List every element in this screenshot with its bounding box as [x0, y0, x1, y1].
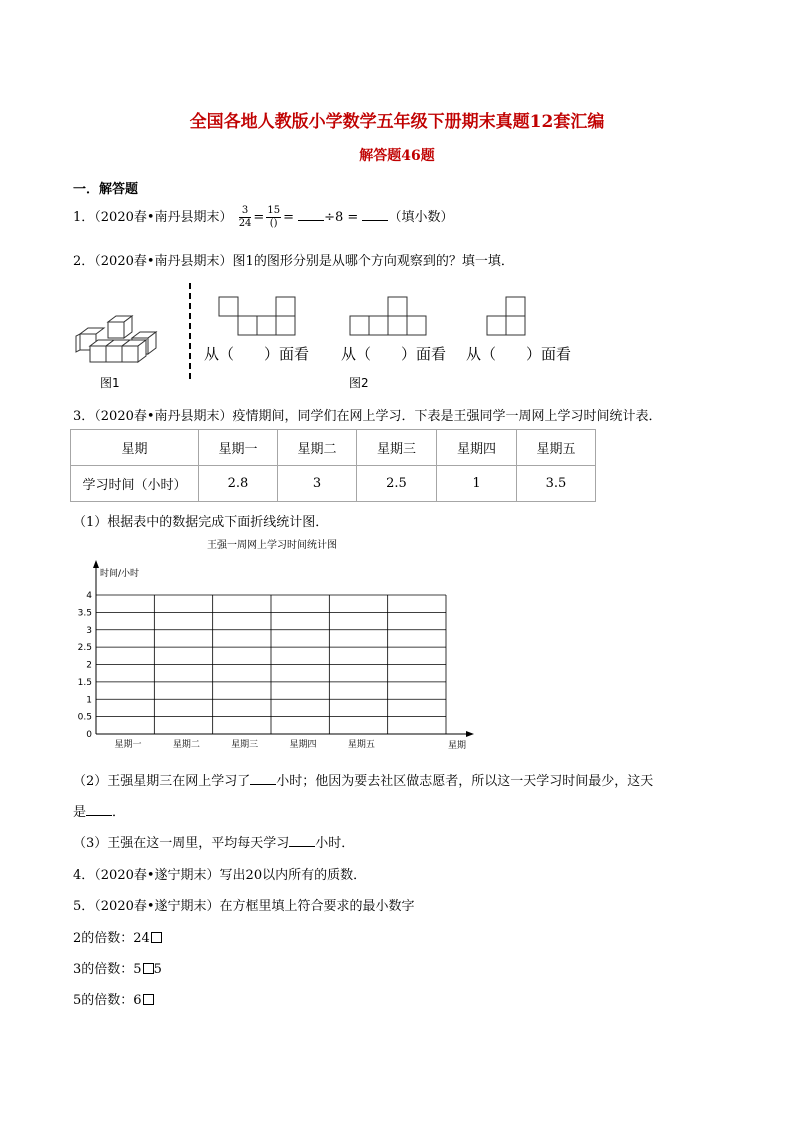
x-tick-label: 星期四 [289, 740, 317, 750]
table-header-cell: 星期四 [437, 430, 517, 466]
y-tick-label: 1.5 [77, 677, 92, 688]
answer-blank[interactable] [289, 834, 315, 847]
table-header-row [71, 430, 596, 466]
x-tick-label: 星期五 [347, 740, 375, 750]
fill-box[interactable] [143, 963, 154, 974]
question-text: 图1的图形分别是从哪个方向观察到的？填一填． [232, 254, 514, 269]
x-tick-label: 星期二 [172, 740, 200, 750]
question-source: （2020春•遂宁期末） [94, 899, 220, 914]
x-tick-labels [114, 738, 374, 750]
y-tick-label: 2 [86, 660, 92, 671]
figure-1-label: 图1 [100, 376, 120, 390]
y-tick-label: 3 [86, 625, 92, 636]
view-answer-1[interactable]: 从（ ）面看 [204, 345, 310, 363]
x-tick-label: 星期三 [231, 740, 259, 750]
view-shape-1 [218, 296, 298, 336]
figure-2-label: 图2 [349, 376, 369, 390]
question-source: （2020春•遂宁期末） [94, 868, 220, 883]
answer-blank[interactable] [250, 772, 276, 785]
multiple-item: 2的倍数：24 [73, 927, 162, 946]
page-subtitle: 解答题46题 [359, 148, 435, 164]
sub-question-2-cont: 是 ． [73, 805, 126, 820]
answer-blank[interactable] [86, 803, 112, 816]
table-header-cell: 星期五 [517, 430, 596, 466]
view-shape-2 [349, 296, 429, 336]
sub-question-3: （3）王强在这一周里，平均每天学习 小时． [73, 836, 355, 851]
x-axis-label: 星期 [448, 741, 467, 751]
fraction-1: $\frac{3}{24}$ [238, 205, 252, 229]
sub-question-1: （1）根据表中的数据完成下面折线统计图． [73, 515, 329, 530]
table-header-cell: 星期三 [357, 430, 437, 466]
y-tick-label: 2.5 [77, 643, 92, 654]
question-text: 疫情期间，同学们在网上学习．下表是王强同学一周网上学习时间统计表． [232, 409, 662, 424]
question-2 [73, 250, 514, 269]
x-axis-arrow [466, 731, 474, 737]
multiple-item: 3的倍数：5 5 [73, 962, 162, 977]
chart-title: 王强一周网上学习时间统计图 [207, 540, 337, 551]
question-source: （2020春•南丹县期末） [94, 254, 233, 269]
question-5 [73, 895, 415, 914]
question-number: 3． [73, 409, 95, 424]
view-answer-2[interactable]: 从（ ）面看 [341, 345, 447, 363]
question-source: （2020春•南丹县期末） [94, 210, 233, 225]
question-number: 4． [73, 868, 95, 883]
table-cell: 2.8 [199, 466, 278, 502]
y-axis-arrow [93, 560, 99, 568]
question-source: （2020春•南丹县期末） [94, 409, 233, 424]
question-number: 1． [73, 210, 95, 225]
view-answer-3[interactable]: 从（ ）面看 [466, 345, 572, 363]
question-1: 1．（2020春•南丹县期末） $\frac{3}{24}$ = $\frac{15}{()}$ = ÷8 = （填小数） [73, 205, 454, 229]
table-cell: 3 [278, 466, 357, 502]
table-header-cell: 星期一 [199, 430, 278, 466]
table-row-label: 学习时间（小时） [71, 466, 199, 502]
question-number: 5． [73, 899, 95, 914]
table-header-cell: 星期二 [278, 430, 357, 466]
table-header-cell: 星期 [71, 430, 199, 466]
answer-blank[interactable] [362, 208, 388, 221]
fraction-2: $\frac{15}{()}$ [267, 205, 281, 229]
cube-stack-figure [70, 308, 170, 368]
y-tick-label: 1 [86, 695, 92, 706]
question-3 [73, 405, 662, 424]
answer-blank[interactable] [298, 208, 324, 221]
chart-axes [93, 560, 474, 737]
study-time-table [70, 429, 596, 502]
line-chart[interactable] [70, 530, 490, 760]
divider [189, 283, 191, 379]
question-number: 2． [73, 254, 95, 269]
fill-box[interactable] [151, 932, 162, 943]
y-tick-label: 0.5 [77, 712, 92, 723]
table-row [71, 466, 596, 502]
y-tick-label: 0 [86, 730, 92, 740]
y-tick-label: 4 [86, 591, 92, 601]
table-cell: 3.5 [517, 466, 596, 502]
section-heading: 一．解答题 [73, 182, 139, 197]
y-axis-label: 时间/小时 [100, 569, 140, 579]
chart-grid [96, 595, 446, 734]
view-shape-3 [486, 296, 528, 336]
x-tick-label: 星期一 [114, 740, 142, 750]
question-text: 在方框里填上符合要求的最小数字 [219, 899, 415, 914]
multiple-item: 5的倍数：6 [73, 989, 154, 1008]
question-text: 写出20以内所有的质数． [219, 868, 367, 883]
table-cell: 2.5 [357, 466, 437, 502]
question-4 [73, 864, 366, 883]
fill-box[interactable] [143, 994, 154, 1005]
table-cell: 1 [437, 466, 517, 502]
y-tick-label: 3.5 [77, 608, 92, 619]
sub-question-2: （2）王强星期三在网上学习了 小时；他因为要去社区做志愿者，所以这一天学习时间最少，这天 [73, 774, 654, 789]
page-title: 全国各地人教版小学数学五年级下册期末真题12套汇编 [189, 112, 605, 132]
y-tick-labels [78, 591, 93, 740]
